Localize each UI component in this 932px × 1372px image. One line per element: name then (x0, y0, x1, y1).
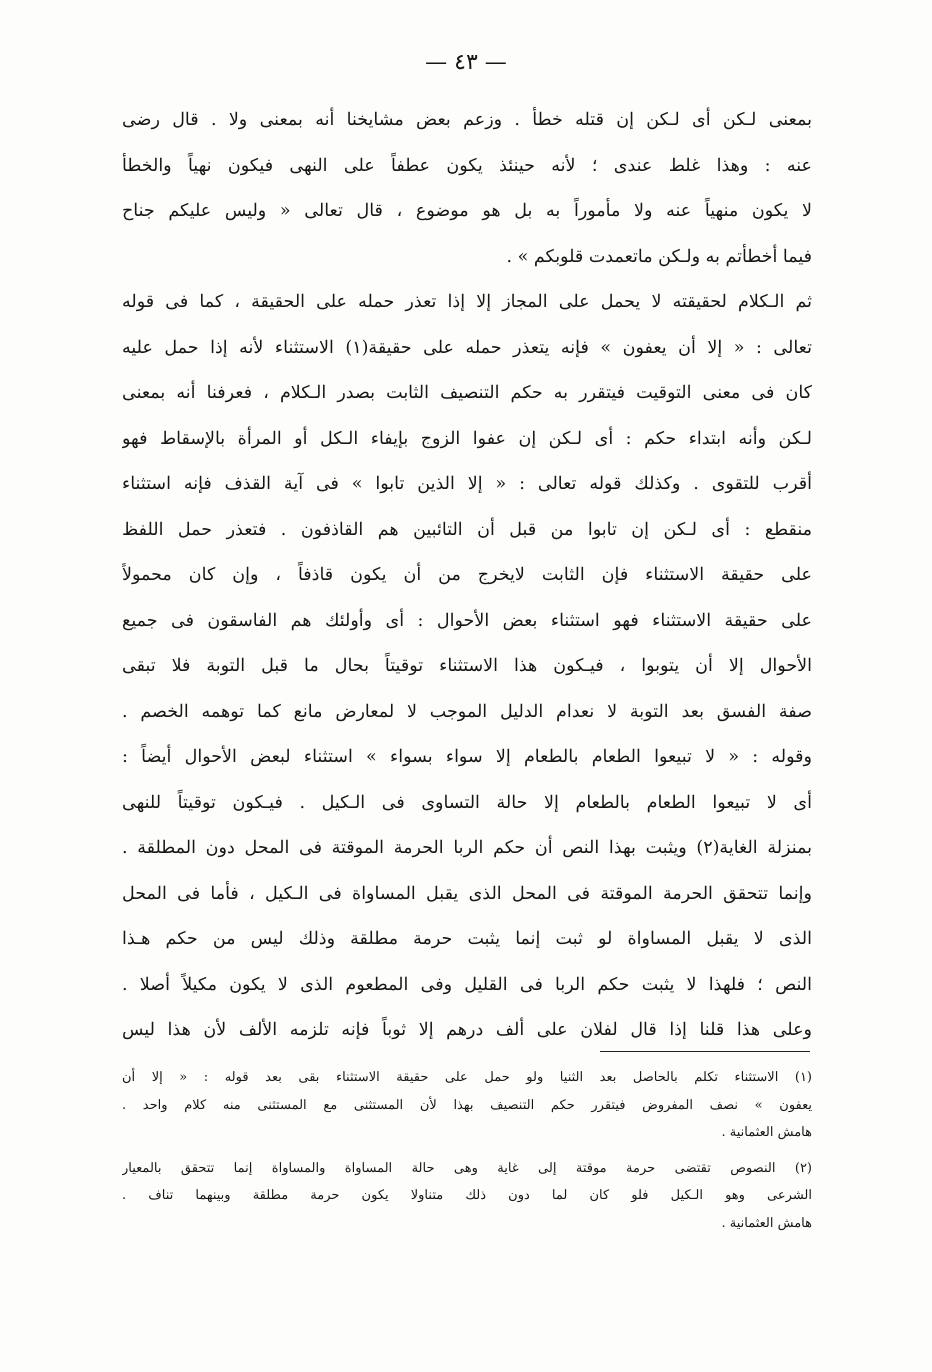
footnote-line: يعفون » نصف المفروض فيتقرر حكم التنصيف بهذا لأن المستثنى مع المستثنى منه كلام واحد . (122, 1097, 812, 1113)
footnotes (122, 1064, 812, 1237)
text-line: أى لا تبيعوا الطعام بالطعام إلا حالة التساوى فى الـكيل . فيـكون توقيتاً للنهى (122, 792, 812, 813)
text-line: لـكن وأنه ابتداء حكم : أى لـكن إن عفوا الزوج بإيفاء الـكل أو المرأة بالإسقاط فهو (122, 428, 812, 449)
text-line: ثم الـكلام لحقيقته لا يحمل على المجاز إلا إذا تعذر حمله على الحقيقة ، كما فى قوله (122, 292, 812, 312)
footnote-line: الشرعى وهو الـكيل فلو كان لما دون ذلك متناولا يكون حرمة مطلقة وبينهما تناف . (122, 1188, 812, 1203)
text-line: عنه : وهذا غلط عندى ؛ لأنه حينئذ يكون عطفاً على النهى فيكون نهياً والخطأ (122, 155, 812, 176)
text-line: كان فى معنى التوقيت فيتقرر به حكم التنصيف الثابت بصدر الـكلام ، فعرفنا أنه بمعنى (122, 383, 812, 403)
footnote-1 (122, 1064, 812, 1147)
text-line: وإنما تتحقق الحرمة الموقتة فى المحل الذى يقبل المساواة فى الـكيل ، فأما فى المحل (122, 883, 812, 904)
text-line: الأحوال إلا أن يتوبوا ، فيـكون هذا الاستثناء توقيتاً بحال ما قبل التوبة فلا تبقى (122, 656, 812, 676)
text-line: أقرب للتقوى . وكذلك قوله تعالى : « إلا الذين تابوا » فى آية القذف فإنه استثناء (122, 474, 812, 494)
main-text (122, 98, 812, 1054)
text-line: صفة الفسق بعد التوبة لا نعدام الدليل الموجب لا لمعارض مانع كما توهمه الخصم . (122, 701, 812, 722)
text-line: الذى لا يقبل المساواة لو ثبت إنما يثبت حرمة مطلقة وذلك ليس من حكم هـذا (122, 929, 812, 949)
footnote-line: هامش العثمانية . (721, 1215, 812, 1231)
text-line: وعلى هذا قلنا إذا قال لفلان على ألف درهم إلا ثوباً فإنه تلزمه الألف لأن هذا ليس (122, 1020, 812, 1040)
text-line: لا يكون منهياً عنه ولا مأموراً به بل هو موضوع ، قال تعالى « وليس عليكم جناح (122, 201, 812, 221)
footnote-line: (١) الاستثناء تكلم بالحاصل بعد الثنيا ولو حمل على حقيقة الاستثناء بقى بعد قوله : « إلا أن (122, 1070, 812, 1085)
page-number: — ٤٣ — (425, 50, 507, 75)
text-line: بمنزلة الغاية(٢) ويثبت بهذا النص أن حكم الربا الحرمة الموقتة فى المحل دون المطلقة . (122, 838, 812, 858)
text-line: على حقيقة الاستثناء فإن الثابت لايخرج من أن يكون قاذفاً ، وإن كان محمولاً (122, 565, 812, 585)
footnote-separator (600, 1051, 810, 1052)
text-line: النص ؛ فلهذا لا يثبت حكم الربا فى القليل وفى المطعوم الذى لا يكون مكيلاً أصلا . (122, 974, 812, 995)
footnote-line: هامش العثمانية . (721, 1125, 812, 1140)
text-line: منقطع : أى لـكن إن تابوا من قبل أن التائبين هم القاذفون . فتعذر حمل اللفظ (122, 519, 812, 540)
text-line: وقوله : « لا تبيعوا الطعام بالطعام إلا سواء بسواء » استثناء لبعض الأحوال أيضاً : (122, 747, 812, 767)
text-line: تعالى : « إلا أن يعفون » فإنه يتعذر حمله على حقيقة(١) الاستثناء لأنه إذا حمل عليه (122, 337, 812, 358)
footnote-line: (٢) النصوص تقتضى حرمة موقتة إلى غاية وهى حالة المساواة والمساواة إنما تتحقق بالمعيار (122, 1160, 812, 1176)
text-line: بمعنى لـكن أى لـكن إن قتله خطأ . وزعم بعض مشايخنا أنه بمعنى ولا . قال رضى (122, 110, 812, 130)
text-line: على حقيقة الاستثناء فهو استثناء بعض الأحوال : أى وأولئك هم الفاسقون فى جميع (122, 610, 812, 631)
text-line: فيما أخطأتم به ولـكن ماتعمدت قلوبكم » . (506, 246, 812, 267)
footnote-2 (122, 1155, 812, 1238)
